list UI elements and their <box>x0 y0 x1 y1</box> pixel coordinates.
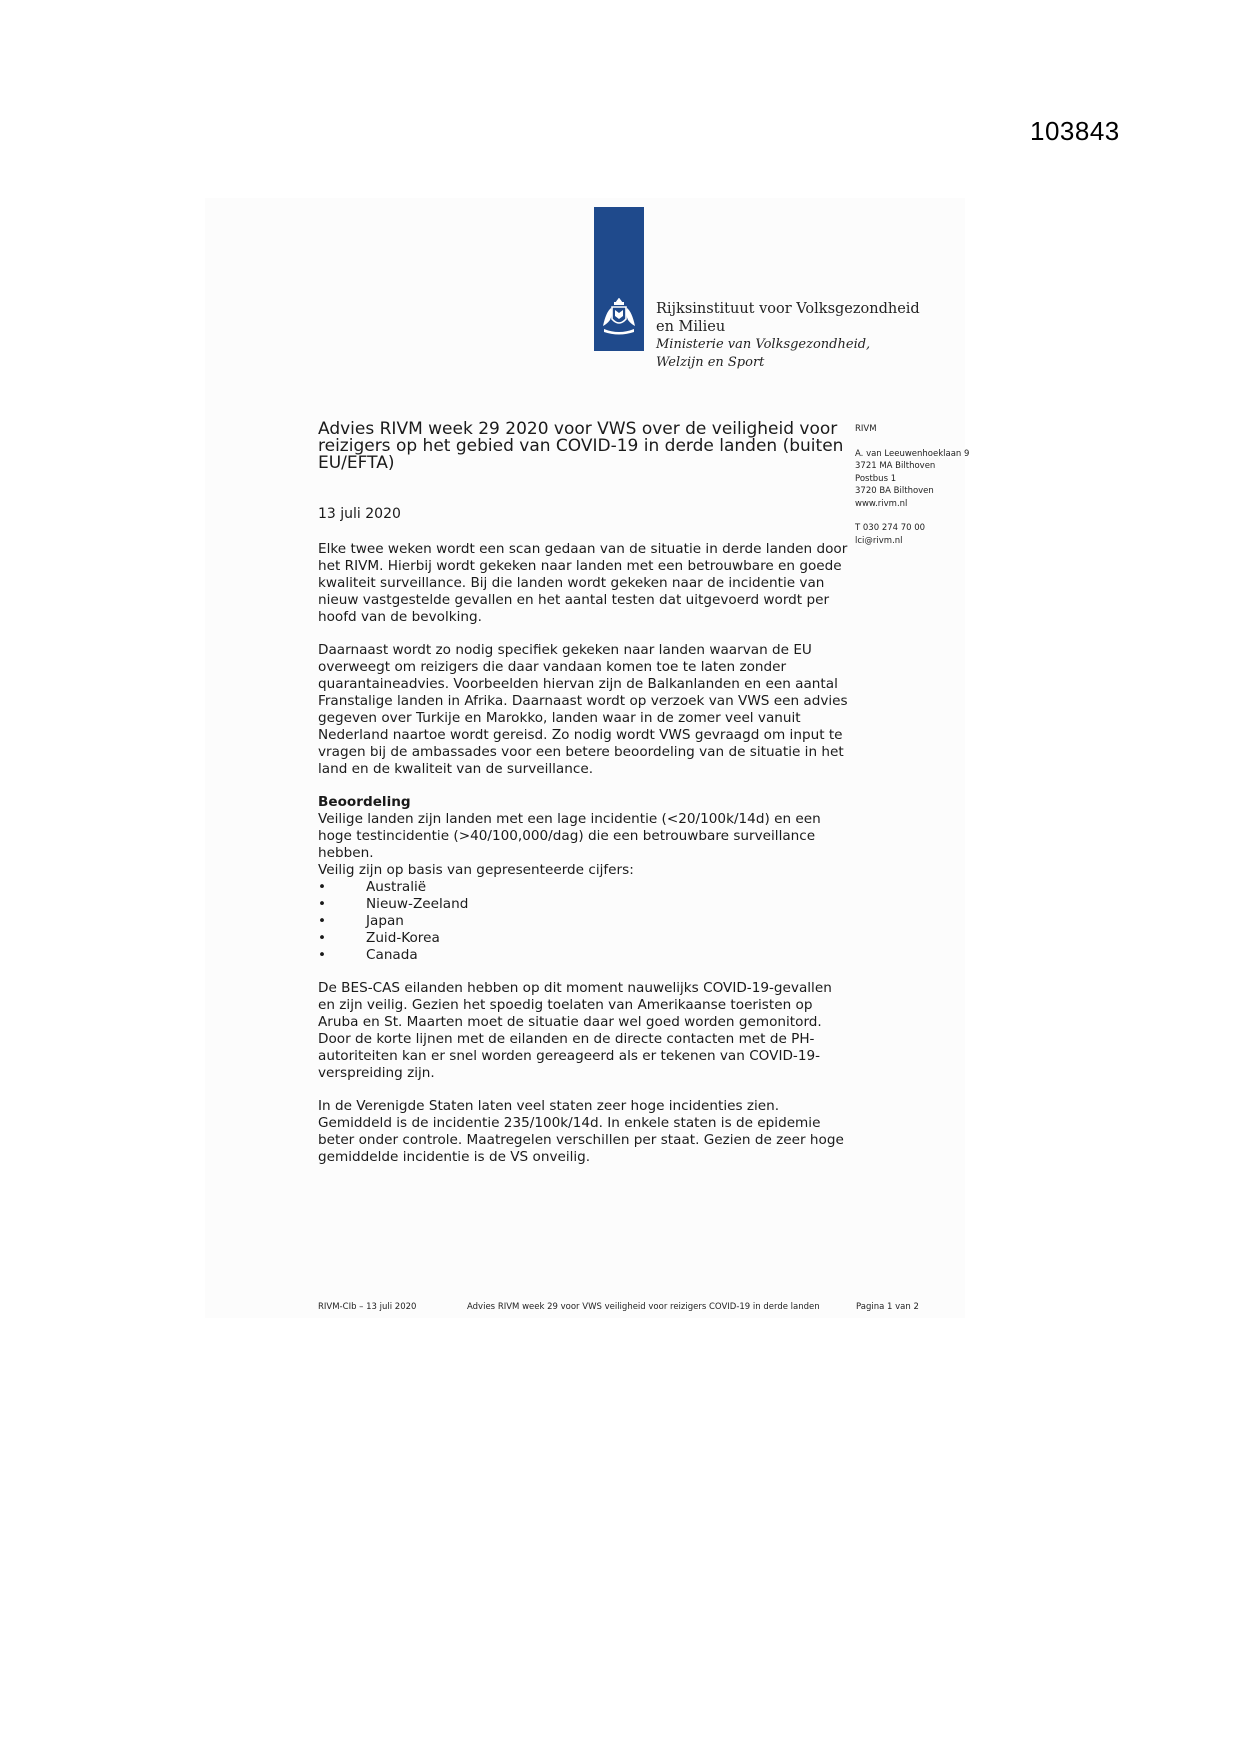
list-item <box>318 930 468 947</box>
bullet: • <box>318 879 327 895</box>
sender-phone: T 030 274 70 00 <box>855 523 926 533</box>
country-name: Nieuw-Zeeland <box>366 896 469 912</box>
country-name: Japan <box>366 913 404 929</box>
sender-email: lci@rivm.nl <box>855 535 903 546</box>
list-item <box>318 879 468 896</box>
bullet: • <box>318 913 327 929</box>
footer-reference: RIVM-CIb – 13 juli 2020 <box>318 1302 417 1312</box>
paragraph-safe-list-intro: Veilig zijn op basis van gepresenteerde cijfers: <box>318 862 634 878</box>
safe-countries-list <box>318 879 468 964</box>
country-name: Canada <box>366 947 418 963</box>
logo-organization-name-cont: en Milieu <box>656 319 726 335</box>
logo-text <box>656 300 920 372</box>
list-item <box>318 947 468 964</box>
bullet: • <box>318 947 327 963</box>
sender-pobox-postcode: 3720 BA Bilthoven <box>855 486 934 496</box>
sender-pobox: Postbus 1 <box>855 473 897 484</box>
logo-ministry-name: Ministerie van Volksgezondheid, <box>656 337 871 352</box>
list-item <box>318 896 468 913</box>
logo-ministry-name-cont: Welzijn en Sport <box>656 355 765 370</box>
sender-website: www.rivm.nl <box>855 498 908 509</box>
paragraph-united-states: In de Verenigde Staten laten veel staten zeer hoge incidenties zien. Gemiddeld is de incidentie 235/100k/14d. In enkele staten is de epidemie beter onder controle. Maatregelen verschillen per staat. Gezien de zeer hoge gemiddelde incidentie is de VS onveilig. <box>318 1098 844 1165</box>
section-heading-beoordeling: Beoordeling <box>318 794 411 810</box>
footer-page-number: Pagina 1 van 2 <box>856 1302 919 1312</box>
paragraph-specific-countries: Daarnaast wordt zo nodig specifiek gekeken naar landen waarvan de EU overweegt om reizigers die daar vandaan komen toe te laten zonder quarantaineadvies. Voorbeelden hiervan zijn de Balkanlanden en een aantal Franstalige landen in Afrika. Daarnaast wordt op verzoek van VWS een advies gegeven over Turkije en Marokko, landen waar in de zomer veel vanuit Nederland naartoe wordt gereisd. Zo nodig wordt VWS gevraagd om input te vragen bij de ambassades voor een betere beoordeling van de situatie in het land en de kwaliteit van de surveillance. <box>318 642 848 777</box>
sender-org: RIVM <box>855 424 877 434</box>
document-date: 13 juli 2020 <box>318 506 401 522</box>
document-number: 103843 <box>1030 116 1120 146</box>
paragraph-safe-definition: Veilige landen zijn landen met een lage incidentie (<20/100k/14d) en een hoge testincidentie (>40/100,000/dag) die een betrouwbare surveillance hebben. <box>318 811 821 861</box>
list-item <box>318 913 468 930</box>
sender-address-block <box>855 423 985 547</box>
footer-subject: Advies RIVM week 29 voor VWS veiligheid voor reizigers COVID-19 in derde landen <box>467 1302 820 1312</box>
document-title: Advies RIVM week 29 2020 voor VWS over de veiligheid voor reizigers op het gebied van COVID-19 in derde landen (buiten EU/EFTA) <box>318 419 844 473</box>
paragraph-bes-cas: De BES-CAS eilanden hebben op dit moment nauwelijks COVID-19-gevallen en zijn veilig. Gezien het spoedig toelaten van Amerikaanse toeristen op Aruba en St. Maarten moet de situatie daar wel goed worden gemonitord. Door de korte lijnen met de eilanden en de directe contacten met de PH-autoriteiten kan er snel worden gereageerd als er tekenen van COVID-19-verspreiding zijn. <box>318 980 832 1081</box>
bullet: • <box>318 930 327 946</box>
bullet: • <box>318 896 327 912</box>
paragraph-scan-intro: Elke twee weken wordt een scan gedaan van de situatie in derde landen door het RIVM. Hierbij wordt gekeken naar landen met een betrouwbare en goede kwaliteit surveillance. Bij die landen wordt gekeken naar de incidentie van nieuw vastgestelde gevallen en het aantal testen dat uitgevoerd wordt per hoofd van de bevolking. <box>318 541 848 625</box>
country-name: Australië <box>366 879 427 895</box>
royal-coat-of-arms-icon <box>598 296 640 338</box>
logo-organization-name: Rijksinstituut voor Volksgezondheid <box>656 301 920 317</box>
sender-postcode: 3721 MA Bilthoven <box>855 461 936 471</box>
sender-street: A. van Leeuwenhoeklaan 9 <box>855 448 970 459</box>
country-name: Zuid-Korea <box>366 930 440 946</box>
